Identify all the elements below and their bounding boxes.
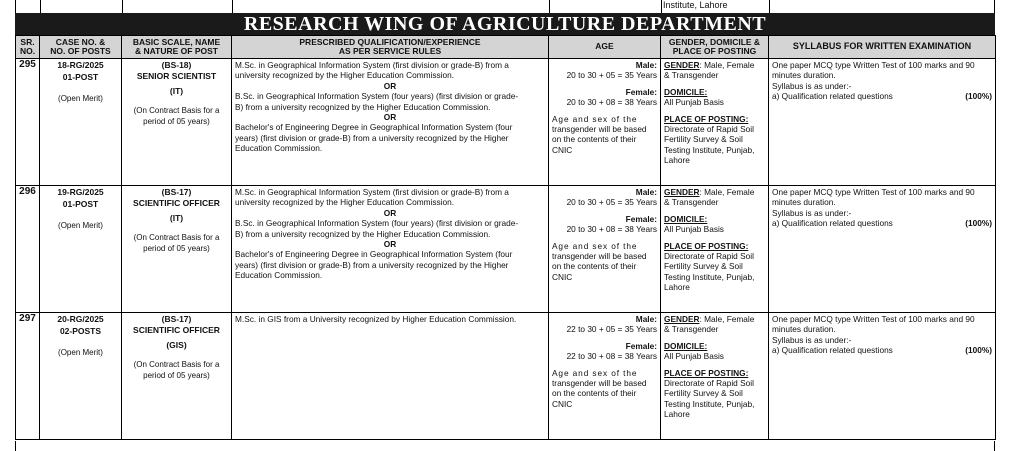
previous-row-tail (15, 0, 995, 13)
case-cell: 20-RG/2025 02-POSTS (Open Merit) (40, 313, 122, 440)
header-sr: SR. NO. (16, 36, 40, 59)
table-row (16, 59, 996, 186)
header-age: AGE (549, 36, 661, 59)
posts-table (15, 35, 996, 440)
header-gender: GENDER, DOMICILE & PLACE OF POSTING (661, 36, 769, 59)
age-cell: Male: 20 to 30 + 05 = 35 Years Female: 20 to 30 + 08 = 38 Years Age and sex of the transgender will be based on the contents of their CNIC (549, 186, 661, 313)
advertisement-frame (15, 0, 995, 451)
qualification-cell: M.Sc. in GIS from a University recognized by Higher Education Commission. (232, 313, 549, 440)
qualification-cell: M.Sc. in Geographical Information System (first division or grade-B) from a university recognized by the Higher Education Commission. OR B.Sc. in Geographical Information System (four years) (first division or grade- B) from a university recognized by the Higher Education Commission. OR Bachelor's of Engineering Degree in Geographical Information System (four years) (first division or grade-B) from a university recognized by the Higher Education Commission. (232, 186, 549, 313)
sr-number: 296 (16, 186, 40, 313)
header-syllabus: SYLLABUS FOR WRITTEN EXAMINATION (769, 36, 996, 59)
sr-number: 297 (16, 313, 40, 440)
next-row-start (15, 441, 995, 451)
gender-cell: GENDER: Male, Female & Transgender DOMICILE: All Punjab Basis PLACE OF POSTING: Directorate of Rapid Soil Fertility Survey & Soil Testing Institute, Punjab, Lahore (661, 59, 769, 186)
table-row (16, 186, 996, 313)
gender-cell: GENDER: Male, Female & Transgender DOMICILE: All Punjab Basis PLACE OF POSTING: Directorate of Rapid Soil Fertility Survey & Soil Testing Institute, Punjab, Lahore (661, 186, 769, 313)
header-case: CASE NO. & NO. OF POSTS (40, 36, 122, 59)
scale-cell: (BS-17) SCIENTIFIC OFFICER (GIS) (On Contract Basis for a period of 05 years) (122, 313, 232, 440)
case-cell: 18-RG/2025 01-POST (Open Merit) (40, 59, 122, 186)
header-qualification: PRESCRIBED QUALIFICATION/EXPERIENCE AS PER SERVICE RULES (232, 36, 549, 59)
scale-cell: (BS-18) SENIOR SCIENTIST (IT) (On Contract Basis for a period of 05 years) (122, 59, 232, 186)
sr-number: 295 (16, 59, 40, 186)
syllabus-cell: One paper MCQ type Written Test of 100 marks and 90 minutes duration. Syllabus is as under:- a) Qualification related questions (100%) (769, 186, 996, 313)
age-cell: Male: 22 to 30 + 05 = 35 Years Female: 22 to 30 + 08 = 38 Years Age and sex of the transgender will be based on the contents of their CNIC (549, 313, 661, 440)
header-scale: BASIC SCALE, NAME & NATURE OF POST (122, 36, 232, 59)
scale-cell: (BS-17) SCIENTIFIC OFFICER (IT) (On Contract Basis for a period of 05 years) (122, 186, 232, 313)
case-cell: 19-RG/2025 01-POST (Open Merit) (40, 186, 122, 313)
syllabus-cell: One paper MCQ type Written Test of 100 marks and 90 minutes duration. Syllabus is as under:- a) Qualification related questions (100%) (769, 313, 996, 440)
age-cell: Male: 20 to 30 + 05 = 35 Years Female: 20 to 30 + 08 = 38 Years Age and sex of the transgender will be based on the contents of their CNIC (549, 59, 661, 186)
qualification-cell: M.Sc. in Geographical Information System (first division or grade-B) from a university recognized by the Higher Education Commission. OR B.Sc. in Geographical Information System (four years) (first division or grade- B) from a university recognized by the Higher Education Commission. OR Bachelor's of Engineering Degree in Geographical Information System (four years) (first division or grade-B) from a university recognized by the Higher Education Commission. (232, 59, 549, 186)
table-row (16, 313, 996, 440)
syllabus-cell: One paper MCQ type Written Test of 100 marks and 90 minutes duration. Syllabus is as under:- a) Qualification related questions (100%) (769, 59, 996, 186)
section-banner: RESEARCH WING OF AGRICULTURE DEPARTMENT (15, 13, 995, 35)
gender-cell: GENDER: Male, Female & Transgender DOMICILE: All Punjab Basis PLACE OF POSTING: Directorate of Rapid Soil Fertility Survey & Soil Testing Institute, Punjab, Lahore (661, 313, 769, 440)
table-header-row (16, 36, 996, 59)
previous-row-text: Institute, Lahore (663, 0, 728, 10)
